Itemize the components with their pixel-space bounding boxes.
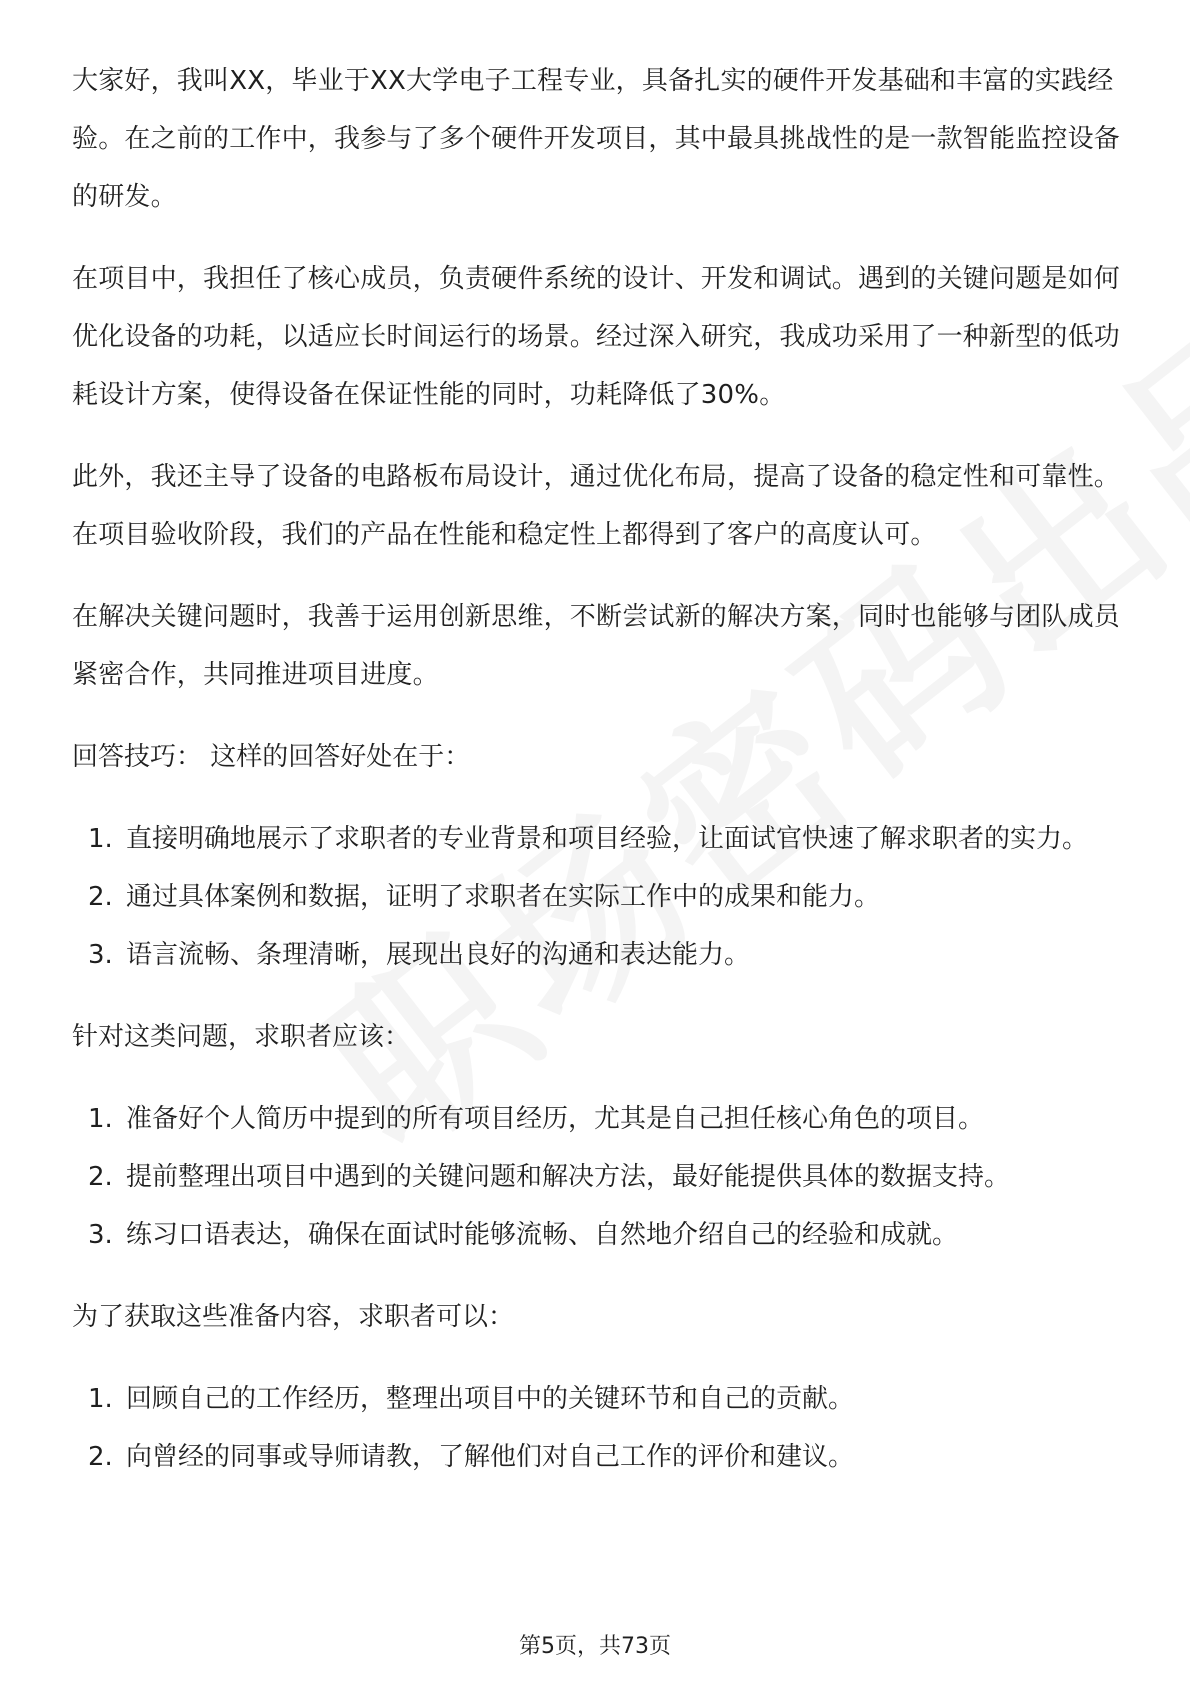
list-item: 2. 通过具体案例和数据，证明了求职者在实际工作中的成果和能力。 (72, 868, 1122, 926)
list-number: 2. (88, 1162, 113, 1192)
list-number: 2. (88, 882, 113, 912)
list-item: 1. 回顾自己的工作经历，整理出项目中的关键环节和自己的贡献。 (72, 1370, 1122, 1428)
paragraph-layout: 此外，我还主导了设备的电路板布局设计，通过优化布局，提高了设备的稳定性和可靠性。在项目验收阶段，我们的产品在性能和稳定性上都得到了客户的高度认可。 (72, 462, 1121, 550)
paragraph-intro: 大家好，我叫XX，毕业于XX大学电子工程专业，具备扎实的硬件开发基础和丰富的实践经验。在之前的工作中，我参与了多个硬件开发项目，其中最具挑战性的是一款智能监控设备的研发。 (72, 66, 1121, 212)
list-item: 1. 准备好个人简历中提到的所有项目经历，尤其是自己担任核心角色的项目。 (72, 1090, 1122, 1148)
obtain-list (72, 1370, 1122, 1486)
paragraph-innovation: 在解决关键问题时，我善于运用创新思维，不断尝试新的解决方案，同时也能够与团队成员紧密合作，共同推进项目进度。 (72, 602, 1121, 690)
list-item: 3. 练习口语表达，确保在面试时能够流畅、自然地介绍自己的经验和成就。 (72, 1206, 1122, 1264)
document-body (72, 52, 1122, 1510)
list-number: 3. (88, 940, 113, 970)
list-number: 1. (88, 824, 113, 854)
list-number: 1. (88, 1384, 113, 1414)
tips-list (72, 810, 1122, 984)
list-number: 3. (88, 1220, 113, 1250)
should-heading: 针对这类问题，求职者应该： (72, 1022, 411, 1052)
paragraph-project: 在项目中，我担任了核心成员，负责硬件系统的设计、开发和调试。遇到的关键问题是如何优化设备的功耗，以适应长时间运行的场景。经过深入研究，我成功采用了一种新型的低功耗设计方案，使得设备在保证性能的同时，功耗降低了30%。 (72, 264, 1121, 410)
should-list (72, 1090, 1122, 1264)
list-item: 2. 提前整理出项目中遇到的关键问题和解决方法，最好能提供具体的数据支持。 (72, 1148, 1122, 1206)
list-number: 1. (88, 1104, 113, 1134)
list-number: 2. (88, 1442, 113, 1472)
tips-heading: 回答技巧： 这样的回答好处在于： (72, 742, 471, 772)
list-item: 2. 向曾经的同事或导师请教，了解他们对自己工作的评价和建议。 (72, 1428, 1122, 1486)
list-item: 1. 直接明确地展示了求职者的专业背景和项目经验，让面试官快速了解求职者的实力。 (72, 810, 1122, 868)
page-footer: 第5页，共73页 (519, 1634, 671, 1659)
list-item: 3. 语言流畅、条理清晰，展现出良好的沟通和表达能力。 (72, 926, 1122, 984)
obtain-heading: 为了获取这些准备内容，求职者可以： (72, 1302, 515, 1332)
